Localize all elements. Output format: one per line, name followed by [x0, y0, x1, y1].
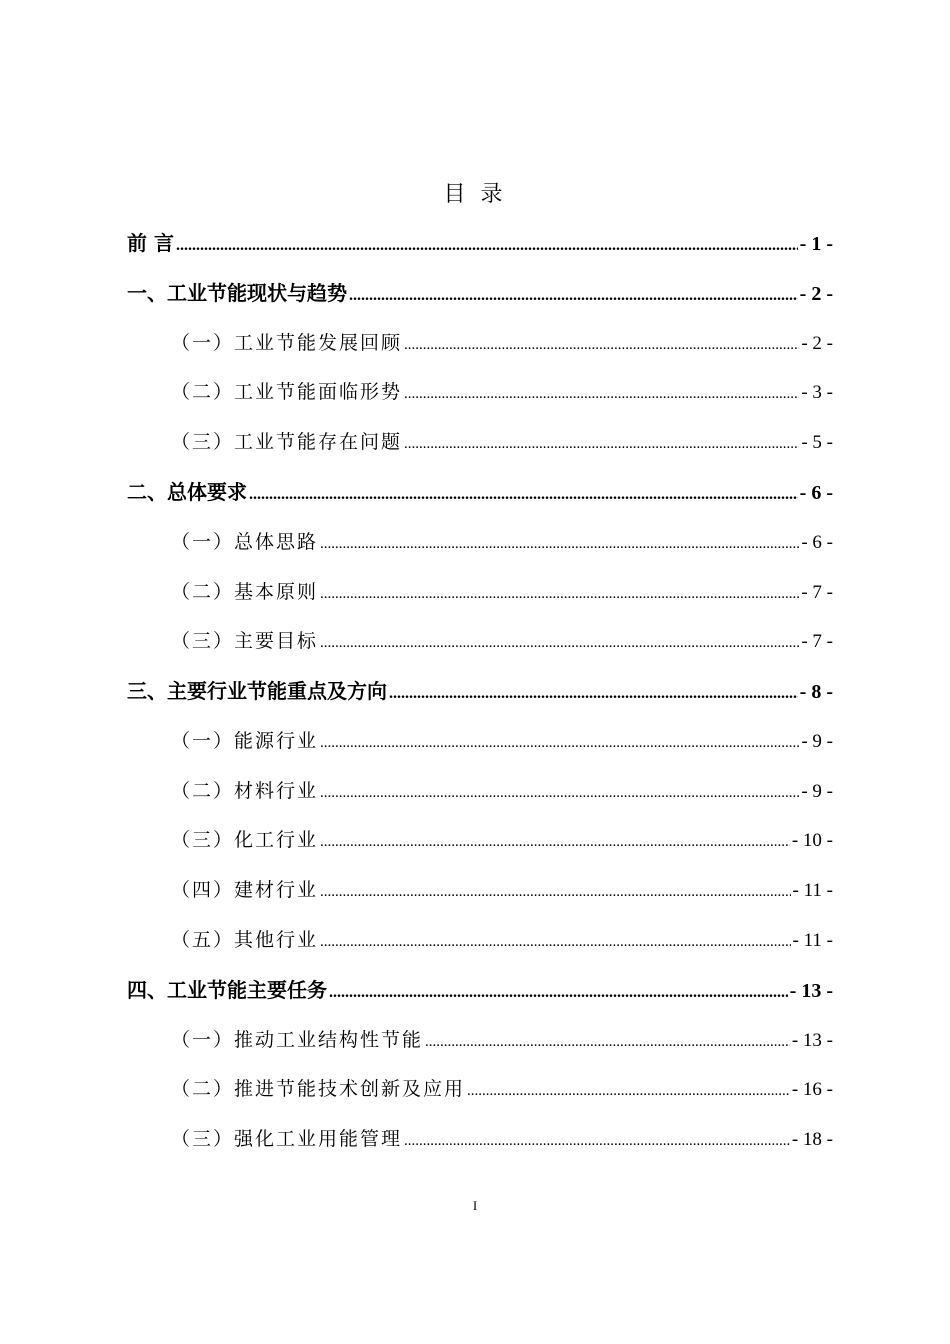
toc-entry-label: （一）工业节能发展回顾	[171, 332, 403, 354]
toc-leader-dots	[320, 877, 791, 907]
toc-entry-page: - 9 -	[801, 781, 833, 802]
toc-entry-label: （四）建材行业	[171, 879, 319, 901]
toc-leader-dots	[320, 628, 799, 658]
page-title: 目 录	[443, 182, 507, 207]
toc-leader-dots	[404, 1126, 790, 1156]
toc-entry-preface[interactable]	[127, 228, 833, 258]
toc-entry-section-4-2[interactable]	[171, 1074, 833, 1104]
toc-leader-dots	[320, 778, 799, 808]
toc-entry-section-1-3[interactable]	[171, 427, 833, 457]
toc-entry-label: 二、总体要求	[127, 480, 247, 504]
toc-entry-page: - 18 -	[791, 1129, 833, 1150]
toc-leader-dots	[389, 679, 798, 709]
toc-leader-dots	[249, 480, 798, 510]
toc-entry-page: - 2 -	[799, 283, 833, 305]
toc-entry-chapter-1[interactable]	[127, 278, 833, 308]
toc-leader-dots	[349, 281, 798, 311]
toc-leader-dots	[176, 231, 798, 261]
toc-entry-label: （二）工业节能面临形势	[171, 381, 403, 403]
toc-leader-dots	[320, 728, 799, 758]
toc-entry-label: 三、主要行业节能重点及方向	[127, 679, 387, 703]
toc-entry-page: - 2 -	[801, 333, 833, 354]
toc-entry-section-3-1[interactable]	[171, 726, 833, 756]
toc-entry-section-1-2[interactable]	[171, 377, 833, 407]
toc-entry-label: （三）工业节能存在问题	[171, 431, 403, 453]
toc-entry-section-4-1[interactable]	[171, 1025, 833, 1055]
toc-entry-label: （一）能源行业	[171, 730, 319, 752]
toc-entry-label: （二）材料行业	[171, 780, 319, 802]
toc-entry-page: - 11 -	[792, 930, 833, 951]
toc-entry-label: （一）推动工业结构性节能	[171, 1029, 424, 1051]
toc-entry-page: - 6 -	[799, 482, 833, 504]
toc-leader-dots	[404, 330, 799, 360]
toc-entry-chapter-3[interactable]	[127, 676, 833, 706]
page-number: I	[472, 1198, 478, 1213]
toc-entry-page: - 8 -	[799, 681, 833, 703]
toc-entry-section-2-1[interactable]	[171, 527, 833, 557]
toc-entry-label: 前 言	[127, 231, 174, 255]
toc-entry-label: （五）其他行业	[171, 929, 319, 951]
toc-entry-page: - 7 -	[801, 582, 833, 603]
toc-leader-dots	[329, 978, 788, 1008]
toc-entry-section-3-4[interactable]	[171, 875, 833, 905]
toc-entry-page: - 13 -	[789, 980, 833, 1002]
toc-entry-chapter-2[interactable]	[127, 477, 833, 507]
toc-entry-section-2-2[interactable]	[171, 577, 833, 607]
toc-entry-section-4-3[interactable]	[171, 1124, 833, 1154]
toc-entry-section-3-3[interactable]	[171, 825, 833, 855]
toc-entry-label: （三）主要目标	[171, 630, 319, 652]
toc-entry-page: - 3 -	[801, 382, 833, 403]
toc-entry-page: - 6 -	[801, 532, 833, 553]
toc-leader-dots	[467, 1076, 790, 1106]
toc-leader-dots	[425, 1027, 790, 1057]
toc-leader-dots	[320, 827, 790, 857]
toc-entry-label: （一）总体思路	[171, 531, 319, 553]
toc-entry-section-2-3[interactable]	[171, 626, 833, 656]
toc-leader-dots	[320, 927, 791, 957]
toc-entry-section-3-5[interactable]	[171, 925, 833, 955]
toc-leader-dots	[404, 429, 799, 459]
toc-entry-label: 一、工业节能现状与趋势	[127, 281, 347, 305]
toc-entry-label: （三）强化工业用能管理	[171, 1128, 403, 1150]
toc-entry-page: - 11 -	[792, 880, 833, 901]
toc-entry-page: - 9 -	[801, 731, 833, 752]
toc-entry-page: - 16 -	[791, 1079, 833, 1100]
toc-leader-dots	[404, 379, 799, 409]
toc-entry-chapter-4[interactable]	[127, 975, 833, 1005]
toc-entry-label: （三）化工行业	[171, 829, 319, 851]
toc-entry-page: - 13 -	[791, 1030, 833, 1051]
toc-entry-label: （二）推进节能技术创新及应用	[171, 1078, 466, 1100]
toc-entry-section-1-1[interactable]	[171, 328, 833, 358]
toc-entry-page: - 5 -	[801, 432, 833, 453]
toc-entry-label: （二）基本原则	[171, 581, 319, 603]
toc-entry-page: - 10 -	[791, 830, 833, 851]
toc-entry-section-3-2[interactable]	[171, 776, 833, 806]
toc-entry-page: - 7 -	[801, 631, 833, 652]
toc-entry-page: - 1 -	[799, 233, 833, 255]
toc-entry-label: 四、工业节能主要任务	[127, 978, 327, 1002]
toc-leader-dots	[320, 579, 799, 609]
toc-leader-dots	[320, 529, 799, 559]
